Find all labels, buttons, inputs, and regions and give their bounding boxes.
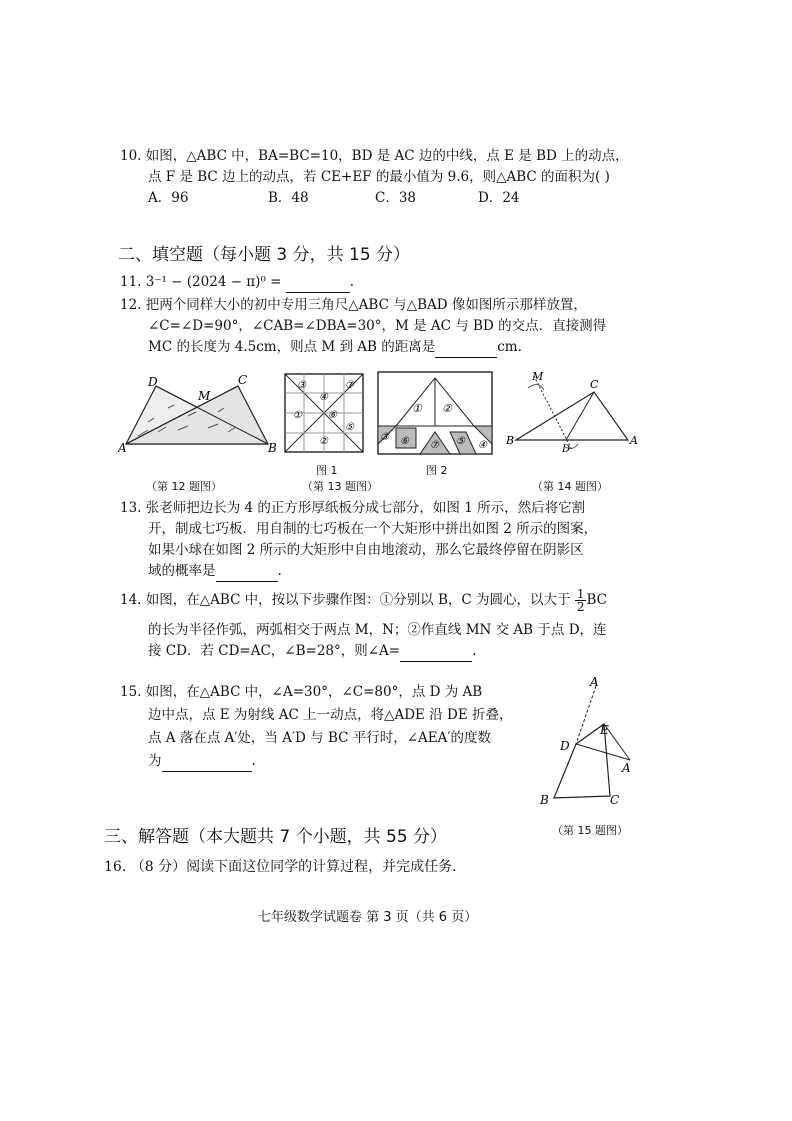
q13-answer-blank[interactable] (216, 567, 278, 582)
q14-line3 (148, 641, 476, 662)
q10-option-d: D．24 (478, 190, 520, 206)
q15-line4 (148, 751, 256, 772)
fig12-label-a: A (118, 441, 127, 455)
q14-line3-text: 接 CD．若 CD=AC，∠B=28°，则∠A= (148, 643, 401, 659)
q12-answer-blank[interactable] (435, 343, 497, 358)
fig15-label-e: E (600, 723, 609, 737)
q14-line2: 的长为半径作弧，两弧相交于两点 M，N；②作直线 MN 交 AB 于点 D，连 (148, 622, 607, 638)
q10-line2: 点 F 是 BC 边上的动点，若 CE+EF 的最小值为 9.6，则△ABC 的面积为( ) (148, 169, 610, 185)
fig14-label-b: B (506, 434, 515, 447)
fig15-label-d: D (560, 739, 570, 753)
q13-end: . (277, 563, 282, 579)
q12-line3a: MC 的长度为 4.5cm，则点 M 到 AB 的距离是 (148, 339, 436, 355)
q14-frac-num: 1 (576, 587, 585, 601)
q11 (120, 272, 354, 293)
q10-option-c: C．38 (375, 190, 417, 206)
fig13-2-num-4: ④ (478, 440, 487, 451)
figure-14 (506, 370, 646, 454)
fig15-label-b: B (540, 793, 549, 807)
fig14-label-a: A (630, 434, 638, 447)
q14-line1b: BC (586, 592, 607, 608)
q14-line1a: 14. 如图，在△ABC 中，按以下步骤作图：①分别以 B，C 为圆心，以大于 (120, 592, 571, 608)
fig13-1-num-3: ③ (297, 380, 306, 391)
fig13-2-num-7: ⑦ (430, 440, 439, 451)
fig12-caption: （第 12 题图） (146, 480, 222, 493)
fig13-tu1-label: 图 1 (316, 464, 338, 477)
q14-answer-blank[interactable] (400, 647, 472, 662)
page-footer: 七年级数学试题卷 第 3 页（共 6 页） (258, 910, 478, 925)
q14-frac-den: 2 (576, 600, 585, 614)
fig13-1-num-2: ② (319, 436, 328, 447)
fig13-2-num-3: ③ (380, 432, 389, 443)
figure-13-tangram-1 (283, 372, 367, 456)
fig13-2-num-2: ② (442, 402, 452, 415)
q11-end: . (349, 274, 355, 290)
figure-15 (534, 674, 644, 810)
figure-13-tangram-2 (376, 370, 494, 458)
fig13-1-num-6: ⑥ (328, 410, 337, 421)
fig15-label-a-top: A (590, 675, 599, 689)
q12-line3 (148, 337, 522, 358)
fig13-2-num-6: ⑥ (400, 436, 409, 447)
q11-answer-blank[interactable] (286, 278, 350, 293)
fig15-caption: （第 15 题图） (552, 824, 628, 837)
q14-end: . (472, 643, 477, 659)
q15-answer-blank[interactable] (162, 757, 252, 772)
fig13-1-num-7: ⑦ (345, 380, 354, 391)
fig15-label-c: C (610, 793, 620, 807)
q13-line3: 如果小球在如图 2 所示的大矩形中自由地滚动，那么它最终停留在阴影区 (148, 542, 584, 558)
fig12-label-m: M (198, 389, 211, 403)
fig13-1-num-4: ④ (319, 392, 328, 403)
fig13-caption: （第 13 题图） (302, 480, 378, 493)
q15-line4-text: 为 (148, 753, 162, 769)
fig12-label-b: B (268, 441, 277, 455)
q10-option-a: A．96 (148, 190, 189, 206)
fig14-caption: （第 14 题图） (532, 480, 608, 493)
q16: 16. （8 分）阅读下面这位同学的计算过程，并完成任务． (104, 859, 467, 875)
q12-line2: ∠C=∠D=90°，∠CAB=∠DBA=30°，M 是 AC 与 BD 的交点．直接测得 (148, 318, 607, 334)
fig14-label-m: M (532, 370, 544, 383)
q10-option-b: B．48 (268, 190, 309, 206)
figure-12 (118, 372, 278, 456)
q15-line3: 点 A 落在点 A′处，当 A′D 与 BC 平行时，∠AEA′的度数 (148, 730, 491, 746)
fig13-tu2-label: 图 2 (426, 464, 448, 477)
q15-line2: 边中点，点 E 为射线 AC 上一动点，将△ADE 沿 DE 折叠， (148, 707, 513, 723)
fig14-label-d: D (562, 444, 571, 454)
fig13-1-num-1: ① (293, 410, 302, 421)
fig14-label-c: C (590, 378, 599, 391)
q13-line4-text: 域的概率是 (148, 563, 216, 579)
fig15-label-a-prime: A (622, 761, 631, 775)
fig13-2-num-1: ① (412, 402, 422, 415)
q13-line4 (148, 561, 282, 582)
q12-line1: 12. 把两个同样大小的初中专用三角尺△ABC 与△BAD 像如图所示那样放置， (120, 297, 587, 313)
q12-line3b: cm. (497, 339, 522, 355)
q13-line1: 13. 张老师把边长为 4 的正方形厚纸板分成七部分，如图 1 所示，然后将它割 (120, 500, 586, 516)
q15-end: . (251, 753, 256, 769)
q14-fraction (575, 588, 587, 613)
fig12-label-c: C (238, 373, 248, 387)
fig12-label-d: D (148, 375, 158, 389)
q10-line1: 10. 如图，△ABC 中，BA=BC=10，BD 是 AC 边的中线，点 E 是 BD 上的动点， (120, 148, 629, 164)
section2-title: 二、填空题（每小题 3 分，共 15 分） (118, 245, 411, 265)
section3-title: 三、解答题（本大题共 7 个小题，共 55 分） (104, 827, 448, 847)
q15-line1: 15. 如图，在△ABC 中，∠A=30°，∠C=80°，点 D 为 AB (120, 684, 483, 700)
fig13-1-num-5: ⑤ (345, 422, 354, 433)
q11-text: 11. 3⁻¹ − (2024 − π)⁰ = (120, 274, 286, 290)
fig13-2-num-5: ⑤ (456, 436, 465, 447)
q13-line2: 开，制成七巧板．用自制的七巧板在一个大矩形中拼出如图 2 所示的图案， (148, 521, 598, 537)
q14-line1 (120, 588, 607, 613)
